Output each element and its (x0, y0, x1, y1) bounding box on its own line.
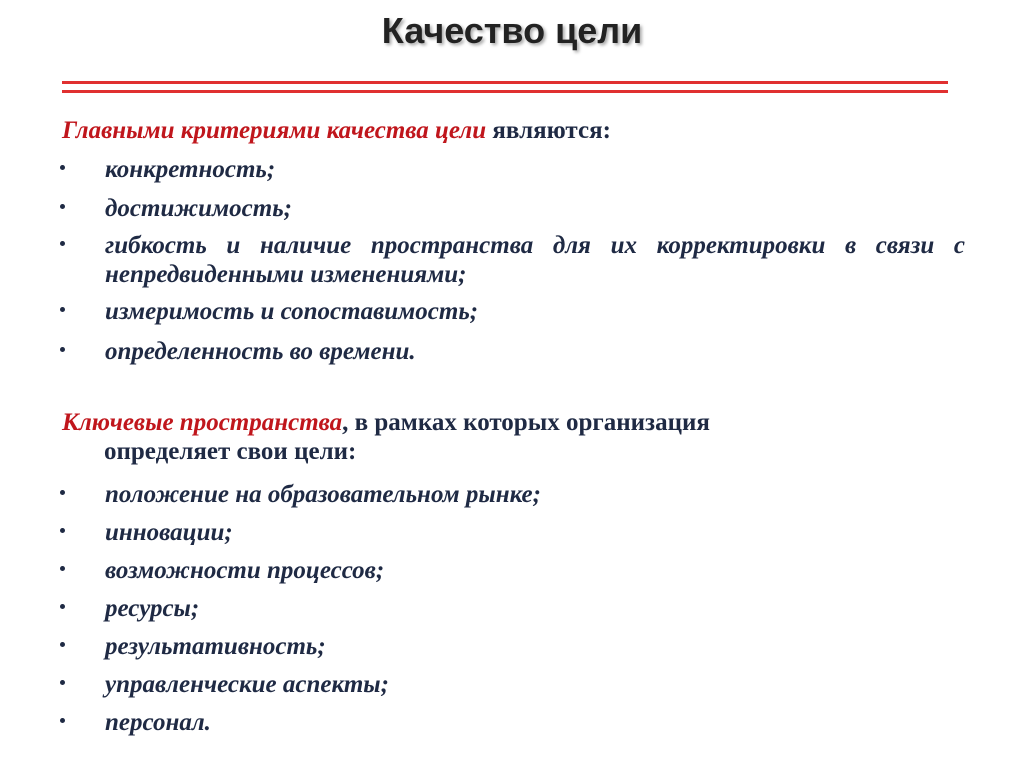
list-item-text: положение на образовательном рынке; (105, 481, 541, 508)
list-item-text: персонал. (105, 709, 211, 736)
list-item-text: результативность; (105, 633, 326, 660)
title-divider-top (62, 81, 948, 84)
list-item-text: управленческие аспекты; (105, 671, 389, 698)
slide-title: Качество цели (381, 10, 643, 51)
list-item-text: инновации; (105, 519, 233, 546)
bullet-icon (60, 307, 65, 312)
section1-heading-rest: являются: (486, 117, 611, 144)
section1-heading (62, 116, 967, 145)
title-divider-bottom (62, 90, 948, 93)
list-item-text: достижимость; (105, 195, 292, 222)
bullet-icon (60, 642, 65, 647)
section2-heading-accent: Ключевые пространства (62, 409, 343, 436)
list-item-text: гибкость и наличие пространства для их корректировки в связи с непредвиденными изменениями; (105, 232, 965, 288)
list-item-text: ресурсы; (105, 595, 200, 622)
bullet-icon (60, 347, 65, 352)
bullet-icon (60, 490, 65, 495)
bullet-icon (60, 528, 65, 533)
bullet-icon (60, 165, 65, 170)
bullet-icon (60, 204, 65, 209)
bullet-icon (60, 241, 65, 246)
section1-heading-accent: Главными критериями качества цели (62, 117, 487, 144)
bullet-icon (60, 566, 65, 571)
list-item-text: измеримость и сопоставимость; (105, 298, 479, 325)
bullet-icon (60, 604, 65, 609)
section2-heading-rest-line1: , в рамках которых организация (342, 409, 710, 436)
bullet-icon (60, 718, 65, 723)
list-item-text: определенность во времени. (105, 338, 416, 365)
list-item-text: возможности процессов; (105, 557, 385, 584)
list-item-text: конкретность; (105, 156, 276, 183)
bullet-icon (60, 680, 65, 685)
section2-heading (62, 408, 967, 466)
section2-heading-rest-line2: определяет свои цели: (104, 438, 357, 465)
